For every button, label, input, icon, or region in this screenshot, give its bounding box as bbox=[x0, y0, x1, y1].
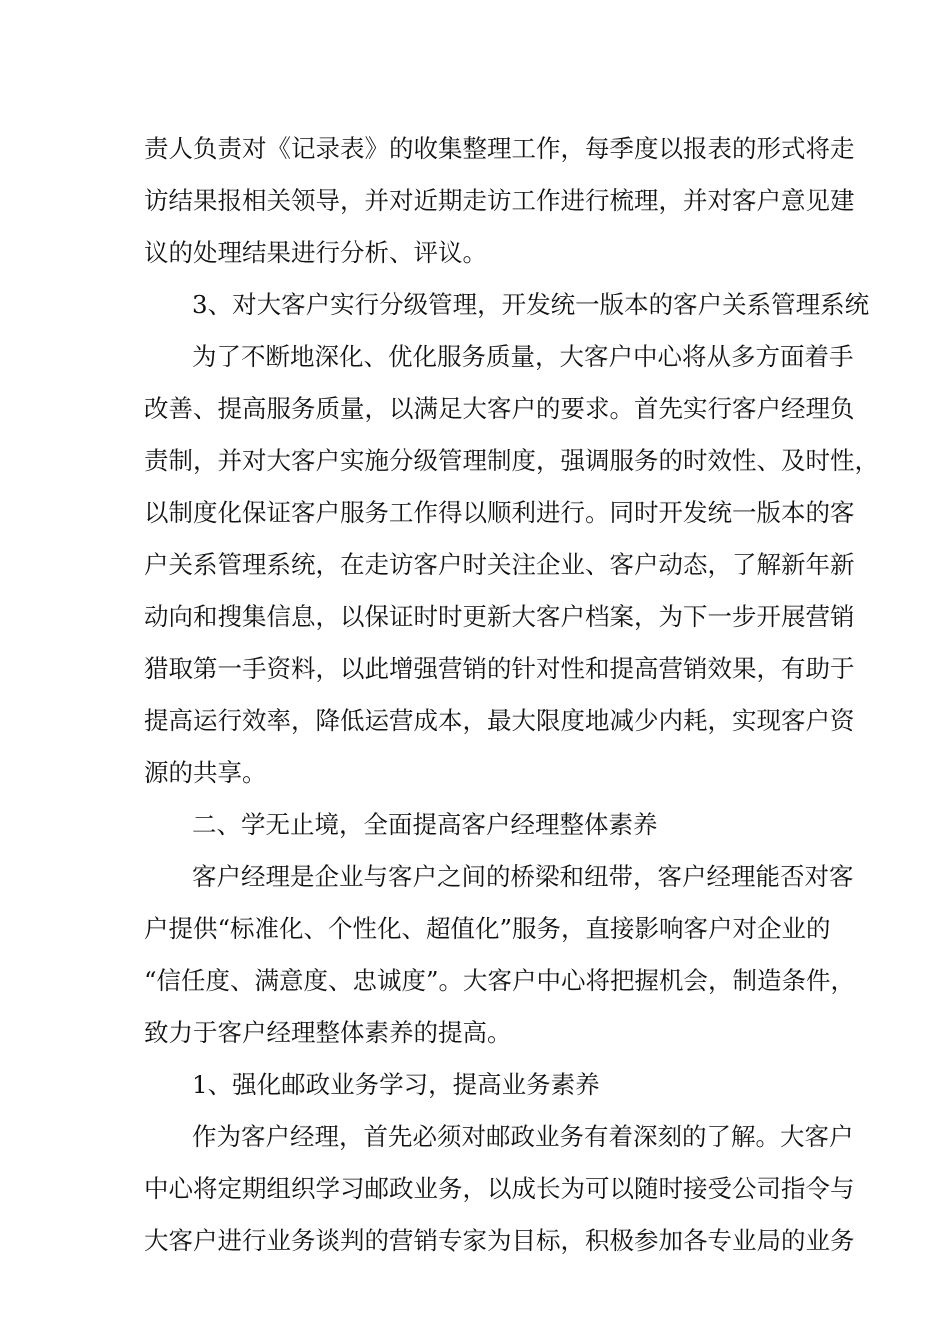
text-line: “信任度、满意度、忠诚度”。大客户中心将把握机会，制造条件， bbox=[144, 966, 856, 995]
text-line: 户提供“标准化、个性化、超值化”服务，直接影响客户对企业的 bbox=[144, 914, 831, 943]
text-line: 提高运行效率，降低运营成本，最大限度地减少内耗，实现客户资 bbox=[144, 706, 855, 735]
text-line: 为了不断地深化、优化服务质量，大客户中心将从多方面着手 bbox=[192, 342, 854, 371]
text-line: 客户经理是企业与客户之间的桥梁和纽带，客户经理能否对客 bbox=[192, 862, 854, 891]
text-line: 致力于客户经理整体素养的提高。 bbox=[144, 1018, 512, 1047]
text-line: 访结果报相关领导，并对近期走访工作进行梳理，并对客户意见建 bbox=[144, 186, 855, 215]
text-line: 责制，并对大客户实施分级管理制度，强调服务的时效性、及时性， bbox=[144, 446, 879, 475]
text-line: 大客户进行业务谈判的营销专家为目标，积极参加各专业局的业务 bbox=[144, 1226, 855, 1255]
text-line: 责人负责对《记录表》的收集整理工作，每季度以报表的形式将走 bbox=[144, 134, 855, 163]
text-line: 中心将定期组织学习邮政业务，以成长为可以随时接受公司指令与 bbox=[144, 1174, 855, 1203]
text-line: 源的共享。 bbox=[144, 758, 267, 787]
text-line: 以制度化保证客户服务工作得以顺利进行。同时开发统一版本的客 bbox=[144, 498, 855, 527]
text-line: 动向和搜集信息，以保证时时更新大客户档案，为下一步开展营销 bbox=[144, 602, 855, 631]
text-line: 作为客户经理，首先必须对邮政业务有着深刻的了解。大客户 bbox=[192, 1122, 854, 1151]
section-heading: 3、对大客户实行分级管理，开发统一版本的客户关系管理系统 bbox=[192, 290, 870, 319]
text-line: 户关系管理系统，在走访客户时关注企业、客户动态，了解新年新 bbox=[144, 550, 855, 579]
section-heading: 1、强化邮政业务学习，提高业务素养 bbox=[192, 1070, 600, 1099]
text-line: 议的处理结果进行分析、评议。 bbox=[144, 238, 487, 267]
text-line: 改善、提高服务质量，以满足大客户的要求。首先实行客户经理负 bbox=[144, 394, 855, 423]
section-heading: 二、学无止境，全面提高客户经理整体素养 bbox=[192, 810, 658, 839]
text-line: 猎取第一手资料，以此增强营销的针对性和提高营销效果，有助于 bbox=[144, 654, 855, 683]
